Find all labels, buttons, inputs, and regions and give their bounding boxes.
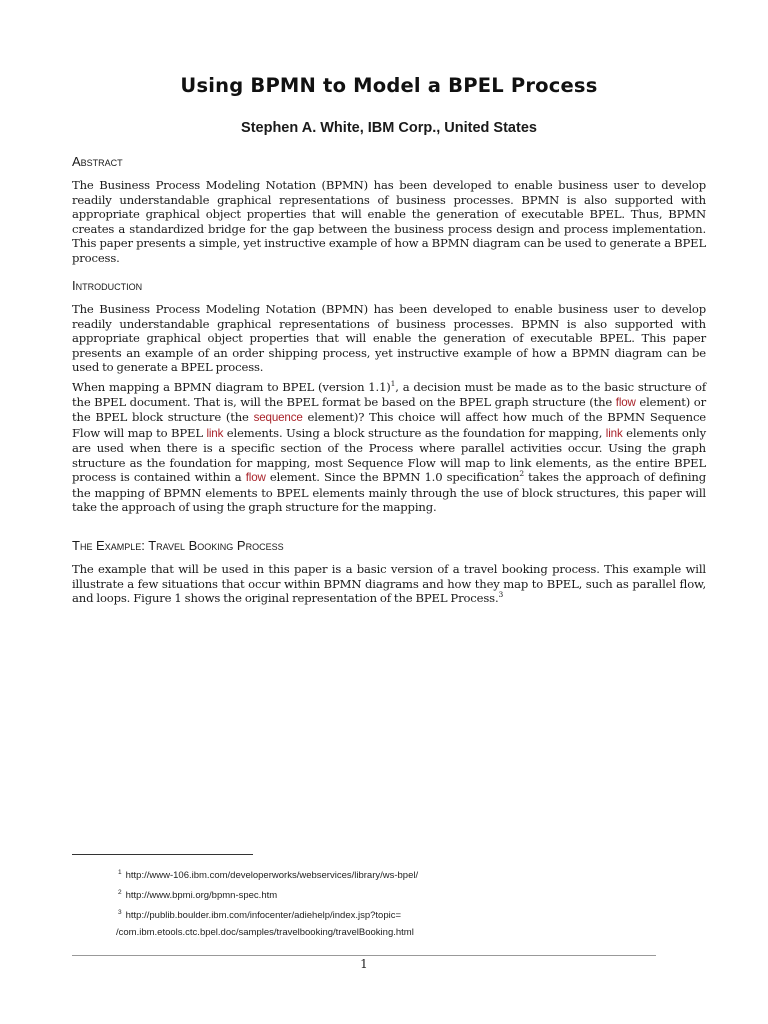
footnote-separator xyxy=(72,854,253,855)
introduction-paragraph-2 xyxy=(72,380,706,515)
text-segment: When mapping a BPMN diagram to BPEL (version 1.1) xyxy=(72,380,391,394)
abstract-paragraph: The Business Process Modeling Notation (BPMN) has been developed to enable business user to develop readily understandable graphical representations of business processes. BPMN is also supported with appropriate graphical object properties that will enable the generation of executable BPEL. Thus, BPMN creates a standardized bridge for the gap between the business process design and process implementation. This paper presents a simple, yet instructive example of how a BPMN diagram can be used to generate a BPEL process. xyxy=(72,178,706,265)
term-sequence: sequence xyxy=(253,411,303,424)
term-flow: flow xyxy=(615,395,636,409)
footnote-link[interactable]: http://publib.boulder.ibm.com/infocenter/adiehelp/index.jsp?topic= xyxy=(125,910,402,922)
author-line: Stephen A. White, IBM Corp., United States xyxy=(241,120,537,136)
footnote-item[interactable] xyxy=(116,924,678,941)
text-segment: , a decision must be made as to the basic structure of the BPEL document. That is, will the BPEL format be based on the BPEL graph structure (the xyxy=(72,380,706,409)
term-flow: flow xyxy=(245,471,266,484)
footnote-ref-3: 3 xyxy=(498,590,504,600)
footnote-number: 2 xyxy=(118,889,122,897)
text-segment: elements only are used when there is a specific section of the Process where parallel activities occur. Using the graph structure as the foundation for mapping, most Sequence Flow will map to link elements, as the entire BPEL process is contained within a xyxy=(72,425,706,484)
paper-title: Using BPMN to Model a BPEL Process xyxy=(180,74,598,97)
footnote-item[interactable] xyxy=(118,864,678,884)
abstract-heading: Abstract xyxy=(72,154,123,169)
footnote-link[interactable]: http://www-106.ibm.com/developerworks/webservices/library/ws-bpel/ xyxy=(125,870,419,882)
footnote-item[interactable] xyxy=(118,884,678,904)
term-link: link xyxy=(206,426,224,440)
introduction-heading: Introduction xyxy=(72,278,143,293)
text-segment: element)? This choice will affect how much of the BPMN Sequence Flow will map to BPEL xyxy=(72,410,706,440)
introduction-paragraph-1: The Business Process Modeling Notation (BPMN) has been developed to enable business user to develop readily understandable graphical representations of business processes. BPMN is also supported with appropriate graphical object properties that will enable the generation of executable BPEL. This paper presents an example of an order shipping process, yet instructive example of how a BPMN diagram can be used to generate a BPEL process. xyxy=(72,302,706,374)
footnote-number: 3 xyxy=(118,909,122,917)
footnote-ref-2: 2 xyxy=(519,469,524,479)
footnotes xyxy=(118,864,678,941)
footnote-item[interactable] xyxy=(118,904,678,924)
term-link: link xyxy=(605,426,623,440)
footnote-ref-1: 1 xyxy=(390,379,396,389)
example-heading: The Example: Travel Booking Process xyxy=(72,538,284,553)
text-segment: takes the approach of defining the mapping of BPMN elements to BPEL elements mainly through the use of block structures, this paper will take the approach of using the graph structure for the mapping. xyxy=(72,470,706,514)
footnote-link[interactable]: http://www.bpmi.org/bpmn-spec.htm xyxy=(125,890,278,902)
example-paragraph xyxy=(72,562,706,606)
text-segment: element. Since the BPMN 1.0 specification xyxy=(265,470,520,484)
page-footer-rule xyxy=(72,955,656,956)
text-segment: element) or the BPEL block structure (the xyxy=(72,394,706,424)
text-segment: elements. Using a block structure as the foundation for mapping, xyxy=(223,425,606,440)
footnote-number: 1 xyxy=(118,869,122,876)
footnote-link-continuation[interactable]: /com.ibm.etools.ctc.bpel.doc/samples/travelbooking/travelBooking.html xyxy=(116,927,414,939)
text-segment: The example that will be used in this paper is a basic version of a travel booking process. This example will illustrate a few situations that occur within BPMN diagrams and how they map to BPEL, such as parallel flow, and loops. Figure 1 shows the original representation of the BPEL Process. xyxy=(72,562,706,605)
page-number: 1 xyxy=(360,957,368,971)
